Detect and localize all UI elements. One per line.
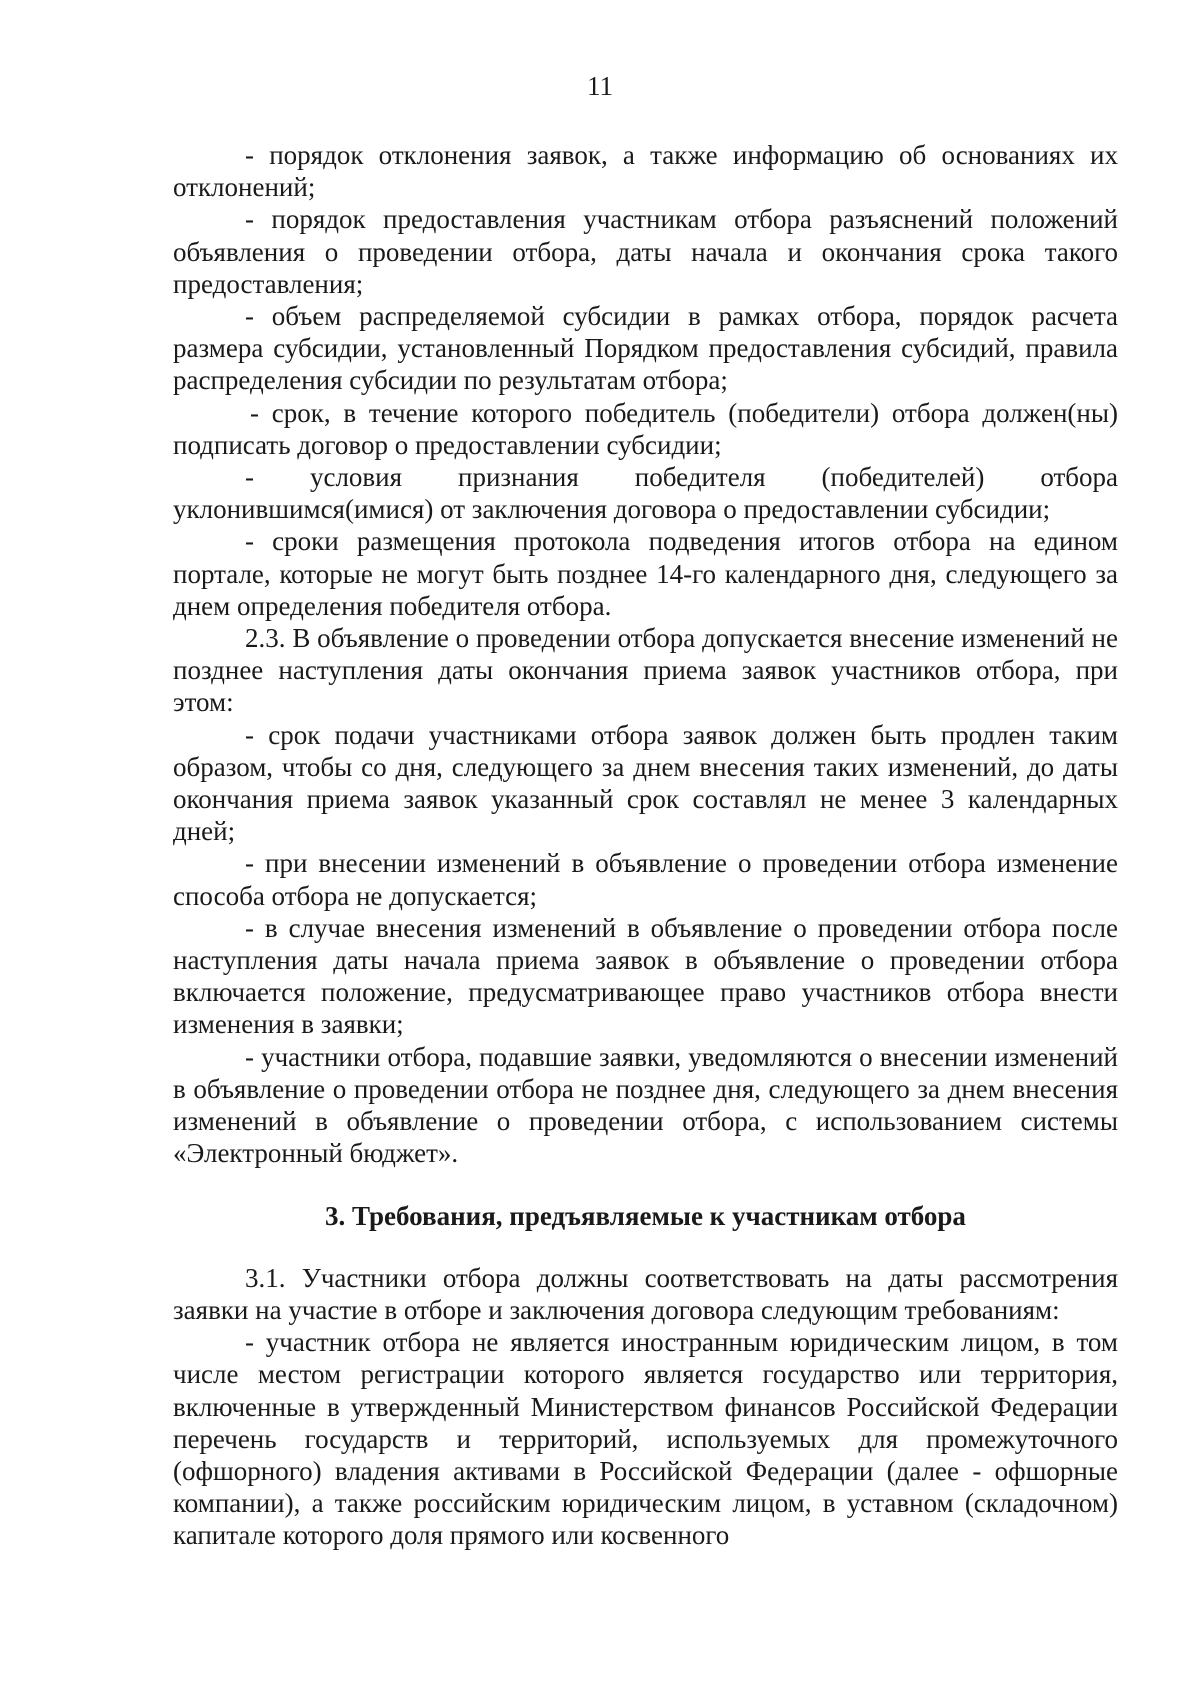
page-number: 11	[587, 71, 613, 101]
paragraph: - участник отбора не является иностранным юридическим лицом, в том числе местом регистрации которого является государство или территория, включенные в утвержденный Министерством финансов Российской Федерации перечень государств и территорий, используемых для промежуточного (офшорного) владения активами в Российской Федерации (далее - офшорные компании), а также российским юридическим лицом, в уставном (складочном) капитале которого доля прямого или косвенного	[173, 1327, 1118, 1551]
paragraph: - порядок предоставления участникам отбора разъяснений положений объявления о проведении отбора, даты начала и окончания срока такого предоставления;	[173, 204, 1118, 299]
paragraph: - сроки размещения протокола подведения итогов отбора на едином портале, которые не могут быть позднее 14-го календарного дня, следующего за днем определения победителя отбора.	[173, 526, 1118, 621]
paragraph: - срок подачи участниками отбора заявок должен быть продлен таким образом, чтобы со дня, следующего за днем внесения таких изменений, до даты окончания приема заявок указанный срок составлял не менее 3 календарных дней;	[173, 719, 1118, 847]
paragraph: - объем распределяемой субсидии в рамках отбора, порядок расчета размера субсидии, установленный Порядком предоставления субсидий, правила распределения субсидии по результатам отбора;	[173, 301, 1118, 396]
paragraph: - срок, в течение которого победитель (победители) отбора должен(ны) подписать договор о предоставлении субсидии;	[173, 397, 1118, 460]
document-body	[173, 139, 1118, 1552]
paragraph: - условия признания победителя (победителей) отбора уклонившимся(имися) от заключения договора о предоставлении субсидии;	[173, 462, 1118, 525]
paragraph: - при внесении изменений в объявление о проведении отбора изменение способа отбора не допускается;	[173, 848, 1118, 911]
section-heading: 3. Требования, предъявляемые к участникам отбора	[325, 1200, 966, 1231]
paragraph: - участники отбора, подавшие заявки, уведомляются о внесении изменений в объявление о проведении отбора не позднее дня, следующего за днем внесения изменений в объявление о проведении отбора, с использованием системы «Электронный бюджет».	[173, 1041, 1118, 1169]
paragraph: - порядок отклонения заявок, а также информацию об основаниях их отклонений;	[173, 140, 1118, 203]
paragraph: 2.3. В объявление о проведении отбора допускается внесение изменений не позднее наступления даты окончания приема заявок участников отбора, при этом:	[173, 623, 1118, 718]
paragraph: - в случае внесения изменений в объявление о проведении отбора после наступления даты начала приема заявок в объявление о проведении отбора включается положение, предусматривающее право участников отбора внести изменения в заявки;	[173, 912, 1118, 1040]
paragraph: 3.1. Участники отбора должны соответствовать на даты рассмотрения заявки на участие в отборе и заключения договора следующим требованиям:	[173, 1262, 1118, 1325]
